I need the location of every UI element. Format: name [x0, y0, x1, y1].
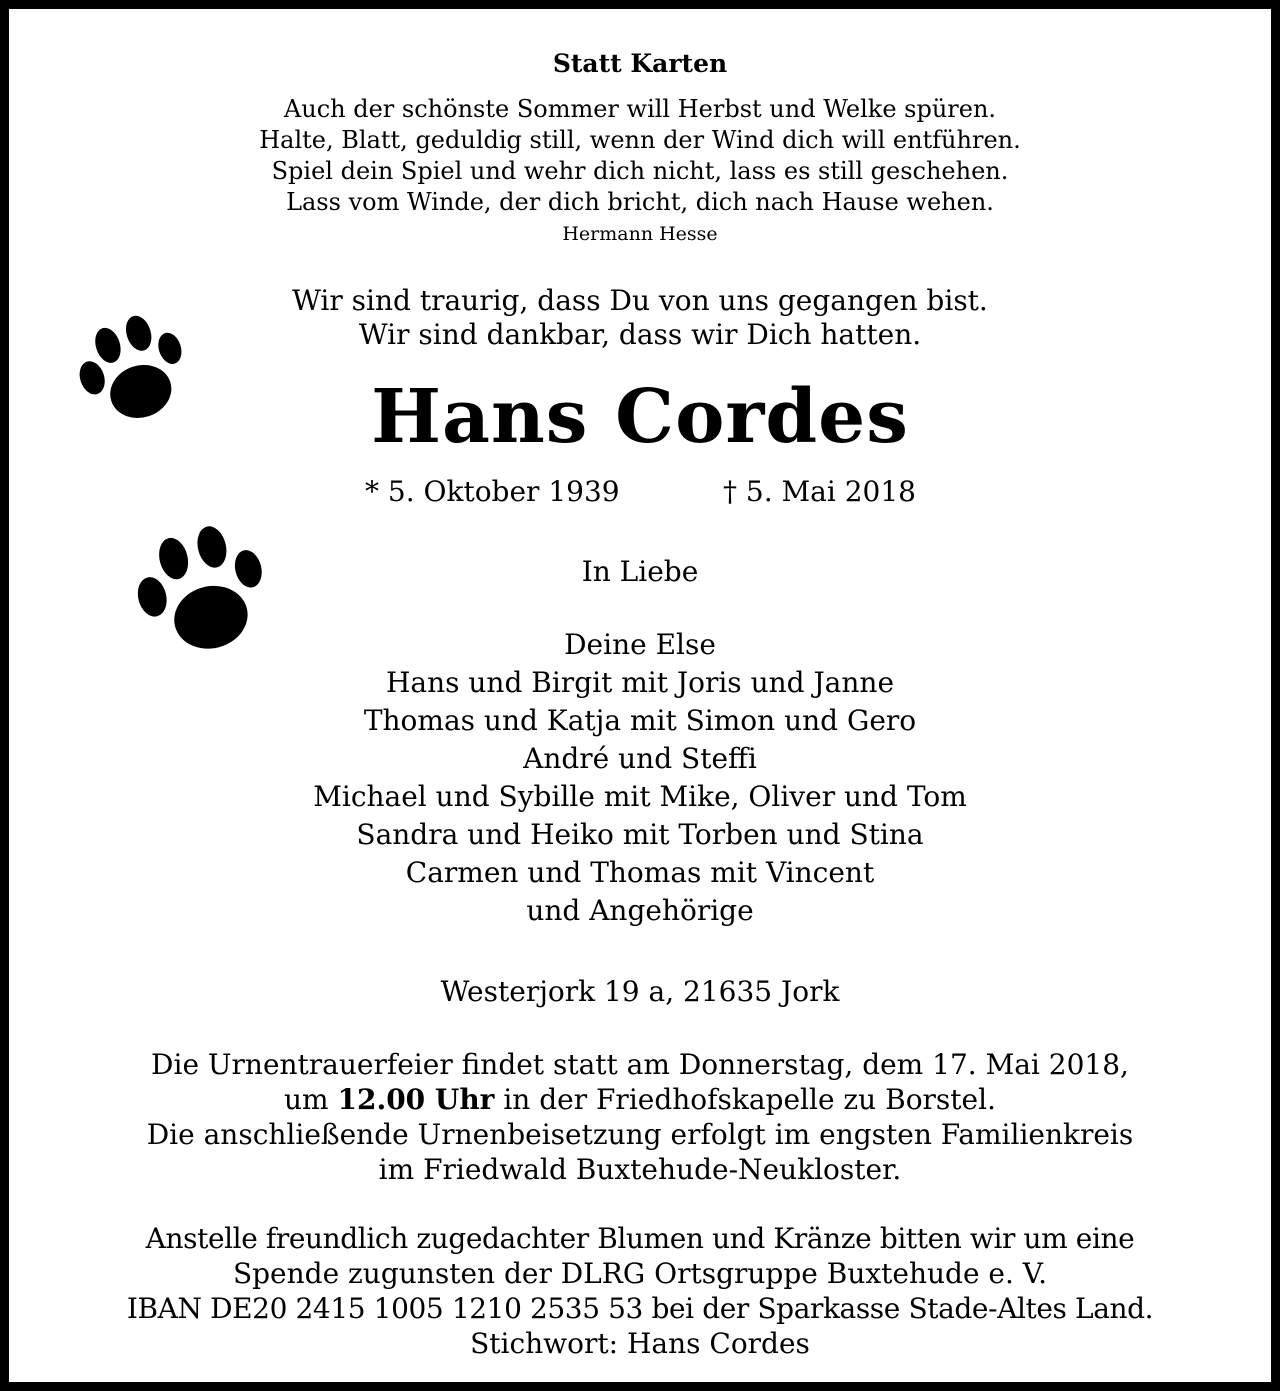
poem-line: Auch der schönste Sommer will Herbst und Welke spüren.: [283, 95, 997, 123]
donation-line: Spende zugunsten der DLRG Ortsgruppe Buxtehude e. V.: [232, 1257, 1048, 1290]
poem-author: Hermann Hesse: [562, 223, 718, 245]
ceremony-line: Die anschließende Urnenbeisetzung erfolgt im engsten Familienkreis: [146, 1118, 1134, 1151]
death-date: † 5. Mai 2018: [723, 475, 916, 508]
donation-line: Stichwort: Hans Cordes: [470, 1327, 810, 1360]
mourner-line: Sandra und Heiko mit Torben und Stina: [356, 818, 924, 851]
mourner-line: Deine Else: [564, 628, 716, 661]
mourner-line: Thomas und Katja mit Simon und Gero: [363, 704, 917, 737]
ceremony-line: im Friedwald Buxtehude-Neukloster.: [378, 1153, 902, 1186]
poem-line: Lass vom Winde, der dich bricht, dich nach Hause wehen.: [286, 188, 994, 216]
donation-line: IBAN DE20 2415 1005 1210 2535 53 bei der Sparkasse Stade-Altes Land.: [126, 1292, 1154, 1325]
ceremony-text: um: [284, 1083, 338, 1116]
mourner-line: Carmen und Thomas mit Vincent: [405, 856, 875, 889]
notice-heading: Statt Karten: [552, 49, 728, 78]
donation-line: Anstelle freundlich zugedachter Blumen und Kränze bitten wir um eine: [145, 1222, 1135, 1255]
address: Westerjork 19 a, 21635 Jork: [440, 975, 840, 1008]
mourner-line: Michael und Sybille mit Mike, Oliver und Tom: [313, 780, 967, 813]
in-love-text: In Liebe: [581, 555, 699, 588]
intro-line: Wir sind dankbar, dass wir Dich hatten.: [358, 318, 922, 351]
ceremony-line: Die Urnentrauerfeier findet statt am Donnerstag, dem 17. Mai 2018,: [151, 1048, 1129, 1081]
deceased-name: Hans Cordes: [371, 374, 909, 460]
ceremony-line: [9, 1083, 1271, 1116]
ceremony-text: in der Friedhofskapelle zu Borstel.: [494, 1083, 996, 1116]
mourner-line: und Angehörige: [526, 894, 754, 927]
poem-line: Halte, Blatt, geduldig still, wenn der Wind dich will entführen.: [259, 126, 1021, 154]
mourner-line: Hans und Birgit mit Joris und Janne: [385, 666, 895, 699]
birth-date: * 5. Oktober 1939: [365, 475, 620, 508]
poem-line: Spiel dein Spiel und wehr dich nicht, lass es still geschehen.: [271, 157, 1009, 185]
ceremony-time: 12.00 Uhr: [337, 1083, 495, 1116]
mourner-line: André und Steffi: [523, 742, 757, 775]
intro-line: Wir sind traurig, dass Du von uns gegangen bist.: [292, 284, 988, 317]
